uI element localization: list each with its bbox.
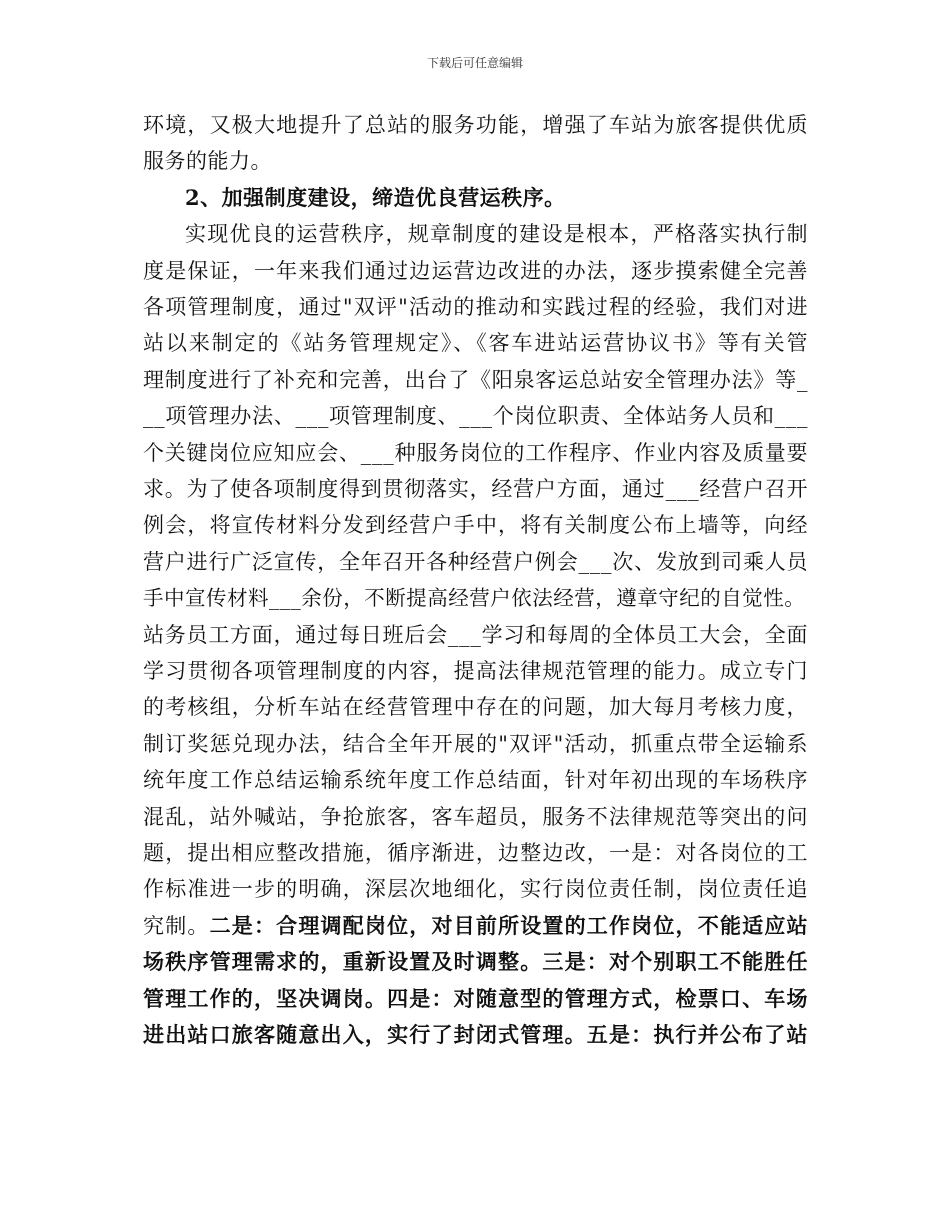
text-line bbox=[143, 622, 808, 648]
text-line-content: 制订奖惩兑现办法，结合全年开展的"双评"活动，抓重点带全运输系 bbox=[143, 731, 809, 756]
text-line-content: 混乱，站外喊站，争抢旅客，客车超员，服务不法律规范等突出的问 bbox=[143, 804, 809, 829]
text-line bbox=[143, 440, 808, 466]
text-line-content: 2、加强制度建设，缔造优良营运秩序。 bbox=[185, 184, 566, 210]
text-line bbox=[143, 949, 809, 975]
text-line bbox=[143, 876, 809, 902]
text-line-content: 站以来制定的《站务管理规定》、《客车进站运营协议书》等有关管 bbox=[143, 331, 810, 356]
text-line-content: 场秩序管理需求的，重新设置及时调整。三是：对个别职工不能胜任 bbox=[143, 949, 809, 975]
text-line-content: 个关键岗位应知应会、___种服务岗位的工作程序、作业内容及质量要 bbox=[143, 440, 809, 465]
text-line bbox=[143, 585, 805, 611]
text-line bbox=[143, 367, 808, 393]
text-line bbox=[143, 476, 808, 502]
text-line bbox=[143, 658, 809, 684]
text-line bbox=[143, 112, 809, 138]
text-line bbox=[143, 148, 272, 174]
text-line-content: 手中宣传材料___余份，不断提高经营户依法经营，遵章守纪的自觉性。 bbox=[143, 586, 806, 611]
text-line-content: 理制度进行了补充和完善，出台了《阳泉客运总站安全管理办法》等_ bbox=[143, 367, 809, 392]
text-line-content: 实现优良的运营秩序，规章制度的建设是根本，严格落实执行制 bbox=[185, 222, 809, 247]
text-line-content: 究制。 bbox=[143, 913, 210, 938]
text-line-content: 各项管理制度，通过"双评"活动的推动和实践过程的经验，我们对进 bbox=[143, 295, 809, 319]
text-line bbox=[143, 330, 809, 356]
text-line-bold-tail: 二是：合理调配岗位，对目前所设置的工作岗位，不能适应站 bbox=[209, 912, 809, 938]
text-line-content: __项管理办法、___项管理制度、___个岗位职责、全体站务人员和___ bbox=[143, 404, 809, 429]
text-line-content: 作标准进一步的明确，深层次地细化，实行岗位责任制，岗位责任追 bbox=[143, 877, 809, 902]
text-line-content: 营户进行广泛宣传，全年召开各种经营户例会___次、发放到司乘人员 bbox=[143, 549, 809, 574]
text-line-content: 度是保证，一年来我们通过边运营边改进的办法，逐步摸索健全完善 bbox=[143, 258, 809, 283]
text-line-content: 求。为了使各项制度得到贯彻落实，经营户方面，通过___经营户召开 bbox=[143, 477, 809, 501]
text-line-content: 学习贯彻各项管理制度的内容，提高法律规范管理的能力。成立专门 bbox=[143, 659, 809, 683]
text-line-content: 服务的能力。 bbox=[143, 149, 272, 174]
text-line bbox=[185, 185, 566, 211]
text-line-content: 站务员工方面，通过每日班后会___学习和每周的全体员工大会，全面 bbox=[143, 622, 809, 647]
text-line bbox=[143, 258, 809, 284]
text-line bbox=[143, 694, 809, 720]
text-line-content: 例会，将宣传材料分发到经营户手中，将有关制度公布上墙等，向经 bbox=[143, 513, 809, 538]
text-line-content: 进出站口旅客随意出入，实行了封闭式管理。五是：执行并公布了站 bbox=[143, 1022, 809, 1047]
text-line bbox=[185, 221, 809, 247]
text-line bbox=[143, 804, 809, 830]
text-line bbox=[143, 549, 808, 575]
text-line bbox=[143, 294, 809, 320]
text-line-content: 环境，又极大地提升了总站的服务功能，增强了车站为旅客提供优质 bbox=[143, 113, 809, 137]
text-line-content: 统年度工作总结运输系统年度工作总结面，针对年初出现的车场秩序 bbox=[143, 768, 809, 793]
text-line bbox=[143, 1022, 809, 1048]
text-line-content: 题，提出相应整改措施，循序渐进，边整边改，一是：对各岗位的工 bbox=[143, 841, 809, 865]
page-header: 下载后可任意编辑 bbox=[426, 56, 523, 70]
text-line bbox=[143, 403, 808, 429]
text-line bbox=[143, 767, 809, 793]
text-line bbox=[143, 913, 809, 939]
text-line bbox=[143, 840, 809, 866]
text-line-content: 管理工作的，坚决调岗。四是：对随意型的管理方式，检票口、车场 bbox=[143, 985, 809, 1011]
text-line bbox=[143, 731, 809, 757]
text-line-content: 的考核组，分析车站在经营管理中存在的问题，加大每月考核力度， bbox=[143, 695, 809, 720]
text-line bbox=[143, 986, 809, 1012]
text-line bbox=[143, 512, 809, 538]
